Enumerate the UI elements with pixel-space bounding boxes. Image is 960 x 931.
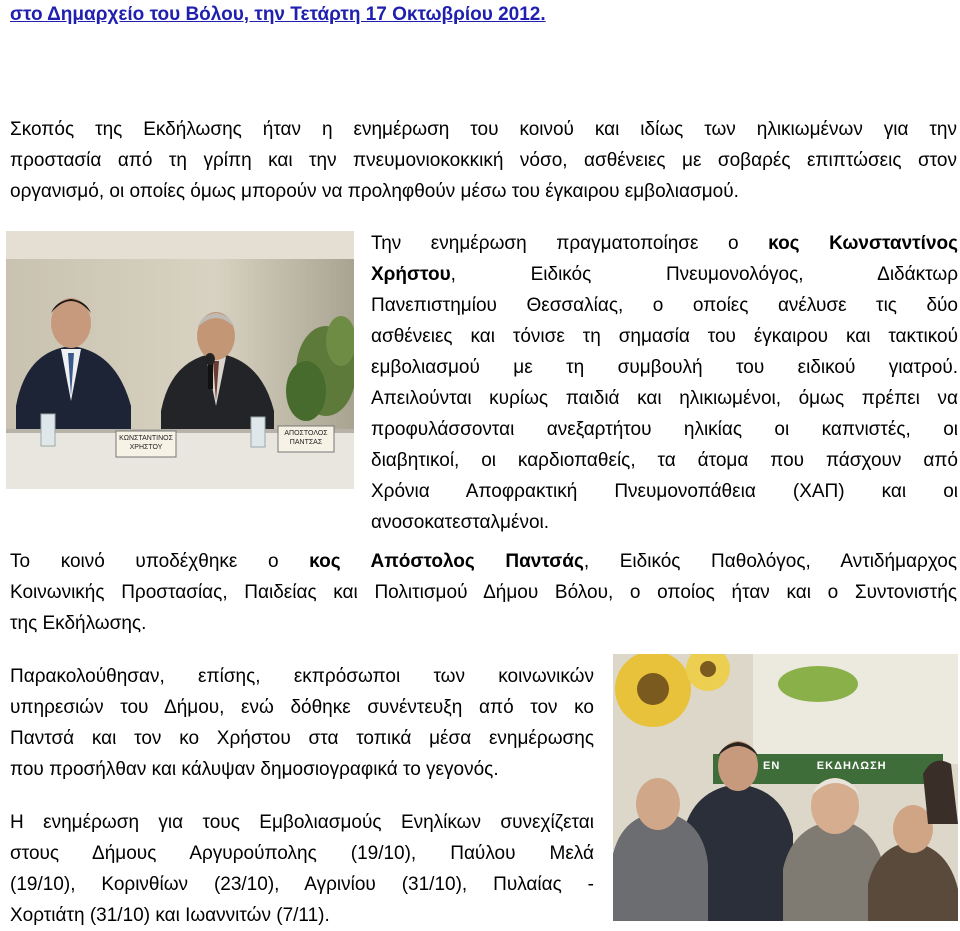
event-heading: στο Δημαρχείο του Βόλου, την Τετάρτη 17 Οκτωβρίου 2012.: [10, 4, 546, 25]
nameplate-left-text: ΚΩΝΣΤΑΝΤΙΝΟΣ ΧΡΗΣΤΟΥ: [119, 435, 173, 451]
interview-photo: [613, 654, 958, 921]
speaker-line-8: διαβητικοί, οι καρδιοπαθείς, τα άτομα που πάσχουν από: [371, 450, 958, 471]
speaker-line-7: προφυλάσσονται ανεξαρτήτου ηλικίας οι καπνιστές, οι: [371, 419, 958, 440]
schedule-paragraph: [10, 807, 594, 931]
attendance-line-2: υπηρεσιών του Δήμου, ενώ δόθηκε συνέντευξη από τον κο: [10, 697, 594, 718]
attendance-line-1: Παρακολούθησαν, επίσης, εκπρόσωποι των κοινωνικών: [10, 666, 594, 687]
host-line-2: Κοινωνικής Προστασίας, Παιδείας και Πολιτισμού Δήμου Βόλου, ο οποίος ήταν και ο Συντονιστής: [10, 582, 957, 603]
attendance-line-4: που προσήλθαν και κάλυψαν δημοσιογραφικά το γεγονός.: [10, 759, 499, 780]
speakers-photo: [6, 231, 354, 489]
speakers-photo-image: [6, 231, 354, 489]
purpose-line-3: οργανισμό, οι οποίες όμως μπορούν να προληφθούν μέσω του έγκαιρου εμβολιασμού.: [10, 181, 739, 202]
nameplate-right-text: ΑΠΟΣΤΟΛΟΣ ΠΑΝΤΣΑΣ: [284, 430, 328, 446]
speaker-line-10: ανοσοκατεσταλμένοι.: [371, 512, 550, 533]
banner-text: ΕΝ ΕΚΔΗΛΩΣΗ: [763, 760, 887, 772]
speaker-line-5: εμβολιασμού με τη συμβουλή του ειδικού γιατρού.: [371, 357, 958, 378]
interview-photo-image: [613, 654, 958, 921]
speaker-line-4: ασθένειες και τόνισε τη σημασία του έγκαιρου και τακτικού: [371, 326, 958, 347]
attendance-line-3: Παντσά και τον κο Χρήστου στα τοπικά μέσα ενημέρωσης: [10, 728, 594, 749]
purpose-paragraph: [10, 114, 957, 207]
schedule-line-3: (19/10), Κορινθίων (23/10), Αγρινίου (31/10), Πυλαίας -: [10, 874, 594, 895]
speaker-line-3: Πανεπιστημίου Θεσσαλίας, ο οποίες ανέλυσε τις δύο: [371, 295, 958, 316]
attendance-paragraph: [10, 661, 594, 785]
host-paragraph: [10, 546, 957, 639]
host-line-1: Το κοινό υποδέχθηκε ο κος Απόστολος Παντσάς, Ειδικός Παθολόγος, Αντιδήμαρχος: [10, 551, 957, 572]
speaker-line-6: Απειλούνται κυρίως παιδιά και ηλικιωμένοι, όμως πρέπει να: [371, 388, 958, 409]
speaker-line-2: Χρήστου, Ειδικός Πνευμονολόγος, Διδάκτωρ: [371, 264, 958, 285]
host-line-3: της Εκδήλωσης.: [10, 613, 147, 634]
purpose-line-1: Σκοπός της Εκδήλωσης ήταν η ενημέρωση του κοινού και ιδίως των ηλικιωμένων για την: [10, 119, 957, 140]
speaker-line-1: Την ενημέρωση πραγματοποίησε ο κος Κωνσταντίνος: [371, 233, 958, 254]
purpose-line-2: προστασία από τη γρίπη και την πνευμονιοκοκκική νόσο, ασθένειες με σοβαρές επιπτώσεις στον: [10, 150, 957, 171]
schedule-line-2: στους Δήμους Αργυρούπολης (19/10), Παύλου Μελά: [10, 843, 594, 864]
speaker-paragraph: [371, 228, 958, 538]
speaker-line-9: Χρόνια Αποφρακτική Πνευμονοπάθεια (ΧΑΠ) και οι: [371, 481, 958, 502]
schedule-line-4: Χορτιάτη (31/10) και Ιωαννιτών (7/11).: [10, 905, 330, 926]
schedule-line-1: Η ενημέρωση για τους Εμβολιασμούς Ενηλίκων συνεχίζεται: [10, 812, 594, 833]
